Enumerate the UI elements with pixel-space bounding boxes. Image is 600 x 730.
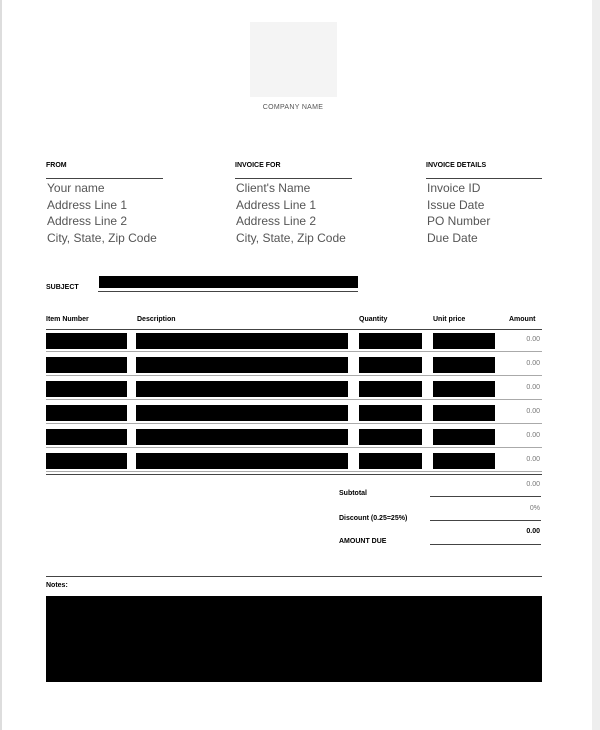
company-logo-placeholder: [250, 22, 337, 97]
company-name: COMPANY NAME: [262, 104, 324, 111]
col-item-number: Item Number: [46, 316, 89, 323]
row-divider: [46, 351, 542, 352]
invoice-for-heading: INVOICE FOR: [235, 162, 281, 169]
item-number-field[interactable]: [46, 429, 127, 445]
amount-cell: 0.00: [526, 360, 540, 367]
client-address2[interactable]: Address Line 2: [236, 214, 317, 228]
invoice-id[interactable]: Invoice ID: [427, 181, 481, 195]
amount-due-value: 0.00: [526, 528, 540, 535]
quantity-field[interactable]: [359, 381, 422, 397]
from-heading: FROM: [46, 162, 67, 169]
subject-label: SUBJECT: [46, 284, 79, 291]
row-divider: [46, 447, 542, 448]
quantity-field[interactable]: [359, 453, 422, 469]
discount-value: 0%: [529, 505, 540, 512]
from-address1[interactable]: Address Line 1: [47, 197, 128, 212]
page-edge-right: [592, 0, 600, 730]
amount-cell: 0.00: [526, 384, 540, 391]
discount-label: Discount (0.25=25%): [339, 515, 408, 522]
from-block: [47, 180, 157, 246]
from-name[interactable]: Your name: [47, 181, 105, 195]
po-number[interactable]: PO Number: [427, 214, 491, 228]
due-date[interactable]: Due Date: [427, 230, 478, 245]
col-amount: Amount: [509, 316, 536, 323]
amount-due-label: AMOUNT DUE: [339, 538, 387, 545]
col-description: Description: [137, 316, 176, 323]
invoice-details-heading: INVOICE DETAILS: [426, 162, 487, 169]
quantity-field[interactable]: [359, 405, 422, 421]
subtotal-value: 0.00: [526, 481, 540, 488]
col-unit-price: Unit price: [433, 316, 466, 323]
unit-price-field[interactable]: [433, 357, 495, 373]
from-city[interactable]: City, State, Zip Code: [47, 230, 157, 245]
unit-price-field[interactable]: [433, 429, 495, 445]
amount-cell: 0.00: [526, 336, 540, 343]
unit-price-field[interactable]: [433, 405, 495, 421]
invoice-details-block: [427, 180, 490, 246]
description-field[interactable]: [136, 381, 348, 397]
item-number-field[interactable]: [46, 381, 127, 397]
notes-field[interactable]: [46, 596, 542, 682]
item-number-field[interactable]: [46, 357, 127, 373]
item-number-field[interactable]: [46, 333, 127, 349]
row-divider: [46, 471, 542, 472]
quantity-field[interactable]: [359, 357, 422, 373]
amount-cell: 0.00: [526, 408, 540, 415]
row-divider: [46, 399, 542, 400]
description-field[interactable]: [136, 333, 348, 349]
issue-date[interactable]: Issue Date: [427, 197, 485, 212]
amount-cell: 0.00: [526, 432, 540, 439]
invoice-for-block: [236, 180, 346, 246]
row-divider: [46, 423, 542, 424]
col-quantity: Quantity: [359, 316, 388, 323]
description-field[interactable]: [136, 357, 348, 373]
client-city[interactable]: City, State, Zip Code: [236, 230, 346, 245]
client-name[interactable]: Client's Name: [236, 181, 311, 195]
unit-price-field[interactable]: [433, 453, 495, 469]
subtotal-label: Subtotal: [339, 490, 367, 497]
client-address1[interactable]: Address Line 1: [236, 197, 317, 212]
row-divider: [46, 375, 542, 376]
item-number-field[interactable]: [46, 405, 127, 421]
notes-label: Notes:: [46, 582, 68, 589]
description-field[interactable]: [136, 453, 348, 469]
page-edge-left: [0, 0, 2, 730]
quantity-field[interactable]: [359, 333, 422, 349]
description-field[interactable]: [136, 405, 348, 421]
item-number-field[interactable]: [46, 453, 127, 469]
unit-price-field[interactable]: [433, 333, 495, 349]
quantity-field[interactable]: [359, 429, 422, 445]
description-field[interactable]: [136, 429, 348, 445]
amount-cell: 0.00: [526, 456, 540, 463]
unit-price-field[interactable]: [433, 381, 495, 397]
from-address2[interactable]: Address Line 2: [47, 214, 128, 228]
subject-field[interactable]: [99, 276, 358, 288]
